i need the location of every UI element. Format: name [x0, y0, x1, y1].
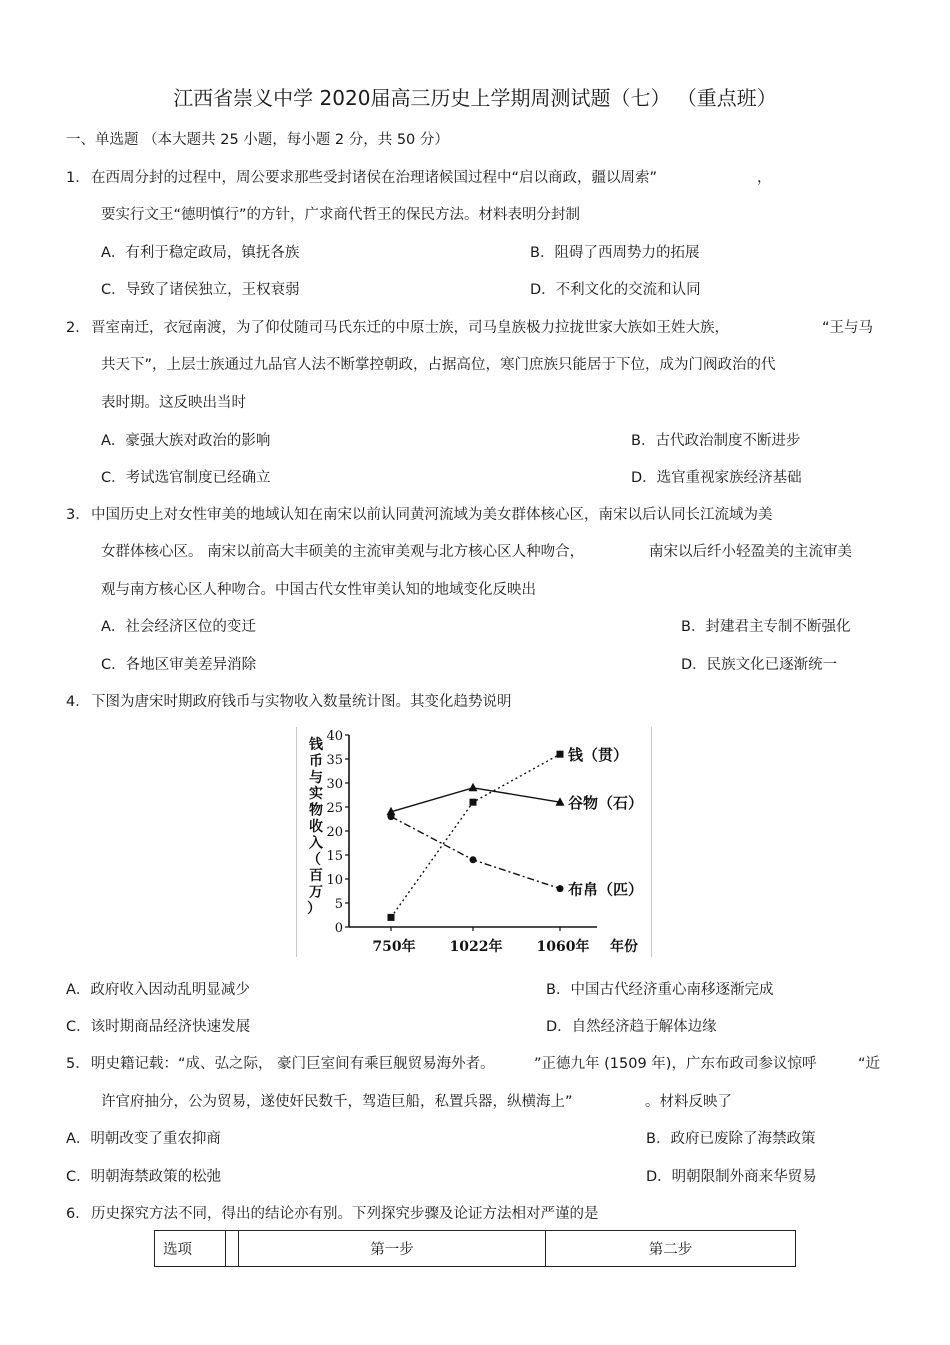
question-text: ，: [757, 170, 772, 186]
y-tick-label: 5: [334, 897, 343, 912]
question-text: 在西周分封的过程中，周公要求那些受封诸侯在治理诸候国过程中“启以商政，疆以周索”: [91, 170, 658, 186]
option-b[interactable]: B．阻碍了西周势力的拓展: [530, 245, 700, 261]
section-heading: 一、单选题 （本大题共 25 小题，每小题 2 分，共 50 分）: [66, 132, 449, 148]
option-b[interactable]: B．中国古代经济重心南移逐渐完成: [546, 982, 774, 998]
income-chart-svg: [297, 727, 651, 957]
data-point: [388, 813, 395, 820]
x-axis-title: 年份: [610, 939, 638, 955]
y-tick-label: 10: [326, 873, 343, 888]
question-text: 女群体核心区。 南宋以前高大丰硕美的主流审美观与北方核心区人种吻合，: [101, 544, 585, 560]
y-tick-label: 20: [326, 825, 343, 840]
y-tick-label: 40: [326, 729, 343, 744]
option-b[interactable]: B．古代政治制度不断进步: [631, 433, 801, 449]
table-row: [155, 1231, 796, 1267]
series-label: 布帛（匹）: [568, 880, 644, 899]
table-header-step2: 第二步: [546, 1231, 796, 1267]
option-b[interactable]: B．封建君主专制不断强化: [681, 619, 851, 635]
table-header-blank: [226, 1231, 239, 1267]
income-chart: [296, 727, 652, 957]
question-text: 中国历史上对女性审美的地域认知在南宋以前认同黄河流域为美女群体核心区，南宋以后认同长江流域为美: [91, 507, 773, 523]
data-point: [388, 914, 395, 921]
series-line: [391, 754, 560, 917]
option-d[interactable]: D．自然经济趋于解体边缘: [546, 1019, 717, 1035]
table-header-step1: 第一步: [239, 1231, 546, 1267]
question-text: 晋室南迁，衣冠南渡，为了仰仗随司马氏东迁的中原士族，司马皇族极力拉拢世家大族如王姓大族，: [91, 320, 729, 336]
data-point: [470, 856, 477, 863]
data-point: [557, 885, 564, 892]
y-tick-label: 30: [326, 777, 343, 792]
question-text: “近: [858, 1056, 881, 1072]
question-text: ”正德九年 (1509 年)，广东布政司参议惊呼: [534, 1056, 817, 1072]
option-a[interactable]: A．明朝改变了重农抑商: [66, 1131, 221, 1147]
question-number: 4．: [66, 694, 90, 710]
page-title: 江西省崇义中学 2020届高三历史上学期周测试题（七） （重点班）: [173, 86, 777, 110]
question-text: 。材料反映了: [645, 1094, 732, 1110]
option-a[interactable]: A．社会经济区位的变迁: [101, 619, 256, 635]
q6-table: [154, 1230, 796, 1267]
option-d[interactable]: D．选官重视家族经济基础: [631, 470, 802, 486]
x-tick-label: 1022年: [449, 939, 503, 955]
option-c[interactable]: C．各地区审美差异消除: [101, 657, 257, 673]
option-a[interactable]: A．有利于稳定政局，镇抚各族: [101, 245, 300, 261]
option-d[interactable]: D．明朝限制外商来华贸易: [646, 1169, 817, 1185]
option-d[interactable]: D．民族文化已逐渐统一: [681, 657, 838, 673]
question-text: 下图为唐宋时期政府钱币与实物收入数量统计图。其变化趋势说明: [91, 694, 512, 710]
question-text: 观与南方核心区人种吻合。中国古代女性审美认知的地域变化反映出: [101, 582, 536, 598]
question-text: “王与马: [822, 320, 874, 336]
option-c[interactable]: C．考试选官制度已经确立: [101, 470, 271, 486]
question-text: 共天下”，上层士族通过九品官人法不断掌控朝政，占据高位，寒门庶族只能居于下位，成为门阀政治的代: [101, 357, 776, 373]
question-text: 表时期。这反映出当时: [101, 395, 246, 411]
option-d[interactable]: D．不利文化的交流和认同: [530, 282, 701, 298]
y-tick-label: 0: [334, 921, 343, 936]
y-axis-label: 钱币与实物收入（百万）: [307, 737, 323, 917]
series-line: [391, 817, 560, 889]
option-a[interactable]: A．政府收入因动乱明显减少: [66, 982, 250, 998]
option-a[interactable]: A．豪强大族对政治的影响: [101, 433, 271, 449]
question-text: 明史籍记载：“成、弘之际， 豪门巨室间有乘巨舰贸易海外者。: [91, 1056, 495, 1072]
option-c[interactable]: C．导致了诸侯独立，王权衰弱: [101, 282, 300, 298]
y-tick-label: 15: [326, 849, 343, 864]
question-number: 6．: [66, 1206, 90, 1222]
x-tick-label: 1060年: [536, 939, 590, 955]
option-c[interactable]: C．明朝海禁政策的松弛: [66, 1169, 222, 1185]
series-label: 谷物（石）: [568, 794, 644, 813]
question-text: 许官府抽分，公为贸易，遂使奸民数千，驾造巨船，私置兵器，纵横海上”: [101, 1094, 573, 1110]
question-number: 1．: [66, 170, 90, 186]
question-number: 5．: [66, 1056, 90, 1072]
question-text: 历史探究方法不同，得出的结论亦有别。下列探究步骤及论证方法相对严谨的是: [91, 1206, 599, 1222]
option-b[interactable]: B．政府已废除了海禁政策: [646, 1131, 816, 1147]
question-text: 南宋以后纤小轻盈美的主流审美: [649, 544, 852, 560]
series-label: 钱（贯）: [568, 746, 629, 765]
data-point: [469, 783, 478, 792]
table-header-option: 选项: [155, 1231, 226, 1267]
y-tick-label: 25: [326, 801, 343, 816]
data-point: [557, 751, 564, 758]
question-number: 3．: [66, 507, 90, 523]
y-tick-label: 35: [326, 753, 343, 768]
x-tick-label: 750年: [372, 939, 416, 955]
data-point: [470, 799, 477, 806]
option-c[interactable]: C．该时期商品经济快速发展: [66, 1019, 251, 1035]
question-text: 要实行文王“德明慎行”的方针，广求商代哲王的保民方法。材料表明分封制: [101, 207, 581, 223]
question-number: 2．: [66, 320, 90, 336]
